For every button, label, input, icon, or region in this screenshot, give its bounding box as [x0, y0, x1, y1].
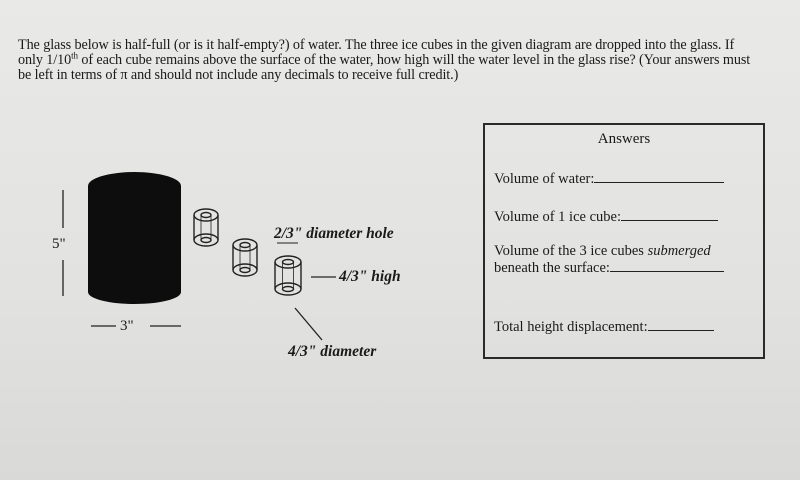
problem-text-part1: The glass below is half-full (or is it half-empty?) of water. The three ice cubes in the given diagram are dropped into the glass. If only 1/10 [18, 37, 735, 69]
problem-text-superscript: th [71, 50, 78, 61]
answer-row-submerged [494, 244, 756, 276]
answers-title: Answers [597, 131, 651, 147]
cube-height-label: 4/3" high [339, 268, 401, 285]
answer-row-one-cube [494, 208, 718, 225]
water-volume-label: Volume of water: [494, 171, 595, 187]
ice-cube-3 [275, 256, 301, 295]
submerged-label-emphasis: submerged [647, 243, 711, 259]
glass-width-label: 3" [120, 318, 134, 334]
one-cube-volume-label: Volume of 1 ice cube: [494, 209, 621, 225]
submerged-label-part2: beneath the surface: [494, 260, 610, 276]
answer-row-displacement [494, 318, 714, 335]
glass-cylinder [88, 172, 181, 304]
glass-height-label: 5" [52, 236, 66, 252]
displacement-label: Total height displacement: [494, 319, 648, 335]
ice-cube-1 [194, 209, 218, 246]
answer-row-water [494, 170, 724, 187]
displacement-blank[interactable] [648, 318, 714, 331]
answers-box [483, 123, 765, 359]
submerged-volume-blank[interactable] [610, 259, 724, 272]
diameter-pointer-line [295, 308, 322, 340]
cube-diameter-label: 4/3" diameter [288, 343, 377, 360]
water-volume-blank[interactable] [594, 170, 724, 183]
one-cube-volume-blank[interactable] [621, 208, 718, 221]
submerged-label-part1: Volume of the 3 ice cubes [494, 243, 648, 259]
ice-cube-2 [233, 239, 257, 276]
problem-text-part2: of each cube remains above the surface of the water, how high will the water level in the glass rise? (Your answers must be left in terms of π and should not include any decimals to receive full credit.) [18, 52, 751, 84]
hole-diameter-label: 2/3" diameter hole [274, 225, 394, 242]
